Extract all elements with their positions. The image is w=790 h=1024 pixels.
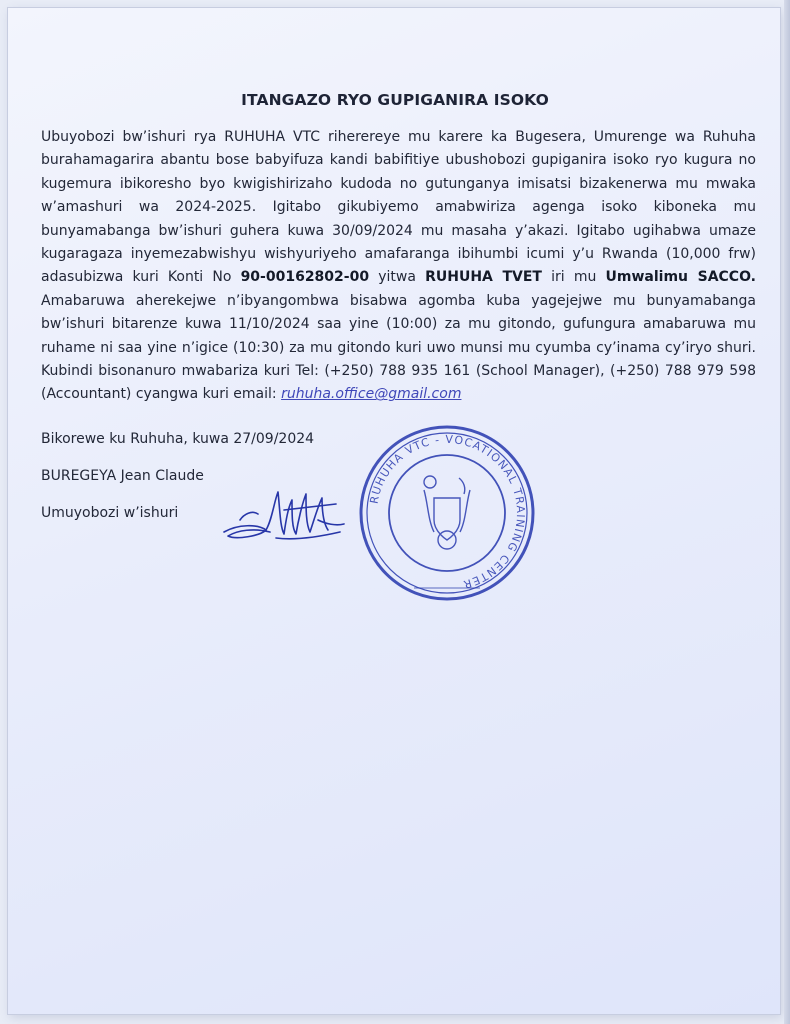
page-edge-shadow	[784, 0, 790, 1024]
body-part-2: yitwa	[369, 269, 426, 286]
bank-name: Umwalimu SACCO.	[605, 269, 756, 286]
document-title: ITANGAZO RYO GUPIGANIRA ISOKO	[241, 91, 549, 109]
svg-text:RUHUHA VTC - VOCATIONAL TRAINI: RUHUHA VTC - VOCATIONAL TRAINING CENTER	[367, 432, 528, 592]
body-part-4: Amabaruwa aherekejwe n’ibyangombwa bisabwa agomba kuba yagejejwe mu bunyamabanga bw’ishuri bitarenze kuwa 11/10/2024 saa yine (10:00) za mu gitondo, gufungura amabaruwa mu ruhame ni saa yine n’igice (10:30) za mu gitondo kuri uwo munsi mu cyumba cy’inama cy’iryo shuri. Kubindi bisonanuro mwabariza kuri Tel: (+250) 788 935 161 (School Manager), (+250) 788 979 598 (Accountant) cyangwa kuri email:	[41, 292, 756, 403]
signatory-name: BUREGEYA Jean Claude	[41, 468, 204, 484]
email-link[interactable]: ruhuha.office@gmail.com	[281, 386, 462, 403]
account-number: 90-00162802-00	[240, 269, 370, 286]
announcement-body	[41, 126, 756, 407]
body-part-3: iri mu	[541, 269, 606, 286]
school-stamp-icon	[354, 420, 540, 606]
body-part-1: Ubuyobozi bw’ishuri rya RUHUHA VTC riherereye mu karere ka Bugesera, Umurenge wa Ruhuha burahamagarira abantu bose babyifuza kandi babifitiye ubushobozi gupiganira isoko ryo kugura no kugemura ibikoresho byo kwigishirizaho kudoda no gutunganya imisatsi bizakenerwa mu mwaka w’amashuri wa 2024-2025. Igitabo gikubiyemo amabwiriza agenga isoko kiboneka mu bunyamabanga bw’ishuri guhera kuwa 30/09/2024 mu masaha y’akazi. Igitabo ugihabwa umaze kugaragaza inyemezabwishyu wishyuriyeho amafaranga ibihumbi icumi y’u Rwanda (10,000 frw) adasubizwa kuri Konti No	[41, 129, 756, 286]
account-name: RUHUHA TVET	[425, 269, 542, 286]
signature-icon	[218, 480, 358, 560]
date-line: Bikorewe ku Ruhuha, kuwa 27/09/2024	[41, 431, 315, 447]
signatory-title: Umuyobozi w’ishuri	[41, 505, 179, 521]
